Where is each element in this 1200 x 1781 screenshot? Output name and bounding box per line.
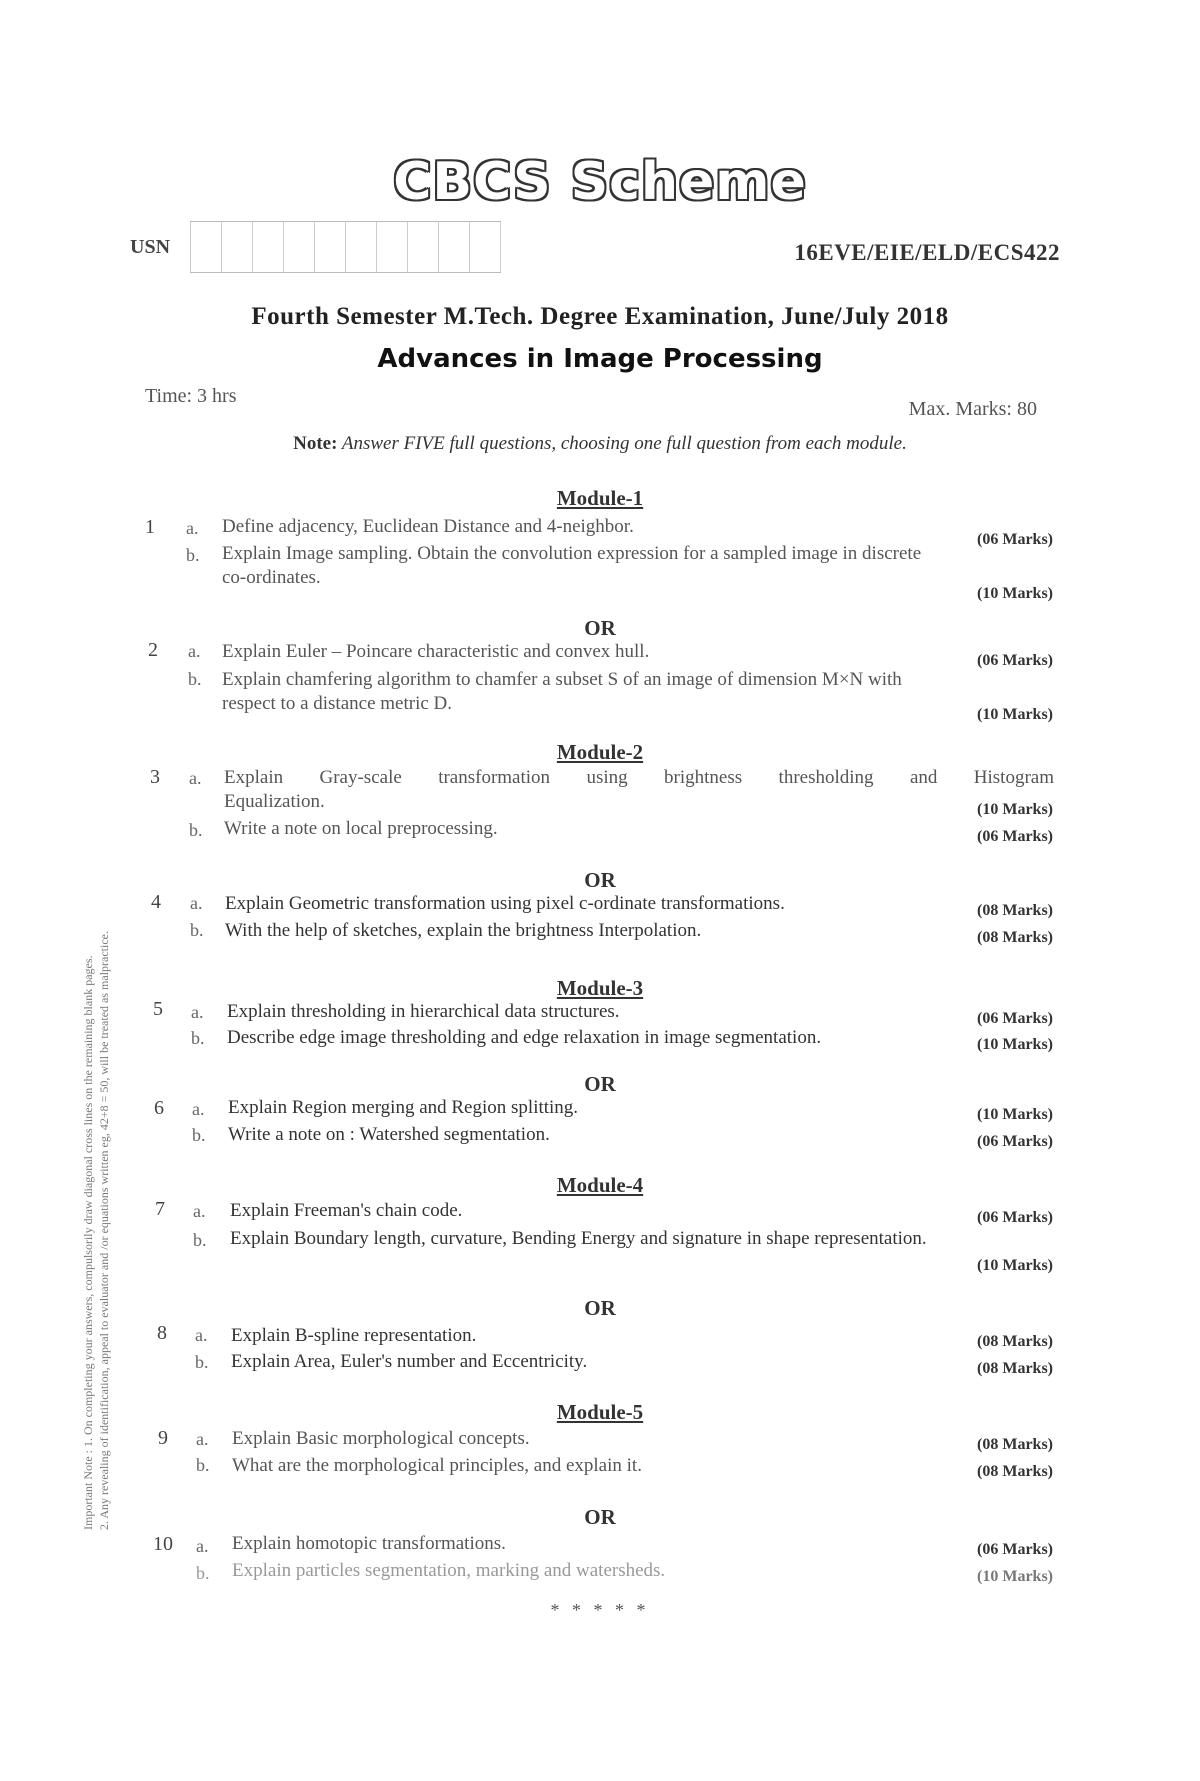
module-heading: Module-4 xyxy=(556,1173,644,1197)
usn-box xyxy=(345,222,376,272)
marks-label: (10 Marks) xyxy=(977,706,1053,723)
question-text: Explain Region merging and Region splitting. xyxy=(228,1097,579,1118)
usn-box xyxy=(190,222,221,272)
marks-label: (10 Marks) xyxy=(977,1106,1053,1123)
marks-label: (08 Marks) xyxy=(977,1436,1053,1453)
usn-box xyxy=(283,222,314,272)
marks-label: (08 Marks) xyxy=(977,902,1053,919)
part-letter: a. xyxy=(193,1201,206,1221)
usn-box xyxy=(252,222,283,272)
subject-title: Advances in Image Processing xyxy=(377,344,823,374)
question-text: Explain particles segmentation, marking and watersheds. xyxy=(232,1560,666,1581)
question-number: 8 xyxy=(157,1322,167,1344)
part-letter: b. xyxy=(193,1230,207,1250)
usn-box xyxy=(221,222,252,272)
question-text: What are the morphological principles, and explain it. xyxy=(232,1455,642,1476)
part-letter: a. xyxy=(186,518,199,538)
usn-boxes xyxy=(190,221,501,273)
question-text: Explain Boundary length, curvature, Bending Energy and signature in shape representation. xyxy=(230,1228,927,1249)
end-of-paper-marker: * * * * * xyxy=(550,1600,650,1620)
part-letter: b. xyxy=(188,669,202,689)
usn-box xyxy=(314,222,345,272)
part-letter: a. xyxy=(189,768,202,788)
question-text: Describe edge image thresholding and edge relaxation in image segmentation. xyxy=(227,1027,822,1048)
part-letter: a. xyxy=(192,1099,205,1119)
usn-box xyxy=(376,222,407,272)
or-separator: OR xyxy=(584,868,616,892)
part-letter: a. xyxy=(196,1429,209,1449)
marks-label: (10 Marks) xyxy=(977,1036,1053,1053)
side-note-line-1: Important Note : 1. On completing your answers, compulsorily draw diagonal cross lines on the remaining blank pages. xyxy=(81,955,95,1530)
note-label: Note: xyxy=(293,433,338,454)
question-number: 3 xyxy=(150,766,160,788)
or-separator: OR xyxy=(584,1296,616,1320)
part-letter: b. xyxy=(192,1125,206,1145)
question-text: With the help of sketches, explain the brightness Interpolation. xyxy=(225,920,702,941)
question-text-cont: respect to a distance metric D. xyxy=(222,693,453,714)
part-letter: b. xyxy=(189,820,203,840)
marks-label: (08 Marks) xyxy=(977,1360,1053,1377)
usn-box xyxy=(469,222,501,272)
question-text: Explain Freeman's chain code. xyxy=(230,1200,463,1221)
question-text: Explain homotopic transformations. xyxy=(232,1533,506,1554)
marks-label: (06 Marks) xyxy=(977,652,1053,669)
question-number: 2 xyxy=(148,639,158,661)
part-letter: a. xyxy=(188,641,201,661)
question-number: 6 xyxy=(154,1097,164,1119)
question-text: Explain Gray-scale transformation using brightness thresholding and Histogram xyxy=(224,767,1054,788)
course-code: 16EVE/EIE/ELD/ECS422 xyxy=(794,240,1060,265)
question-text: Explain Area, Euler's number and Eccentricity. xyxy=(231,1351,588,1372)
module-heading: Module-3 xyxy=(556,976,644,1000)
marks-label: (08 Marks) xyxy=(977,1463,1053,1480)
question-number: 4 xyxy=(151,891,161,913)
question-text: Explain Euler – Poincare characteristic and convex hull. xyxy=(222,641,650,662)
marks-label: (10 Marks) xyxy=(977,585,1053,602)
marks-label: (10 Marks) xyxy=(977,801,1053,818)
question-number: 7 xyxy=(155,1198,165,1220)
marks-label: (06 Marks) xyxy=(977,1541,1053,1558)
usn-label: USN xyxy=(130,236,171,258)
part-letter: b. xyxy=(196,1563,210,1583)
question-text: Explain thresholding in hierarchical data structures. xyxy=(227,1001,620,1022)
marks-label: (06 Marks) xyxy=(977,1209,1053,1226)
or-separator: OR xyxy=(584,1505,616,1529)
part-letter: a. xyxy=(196,1536,209,1556)
question-text: Explain Basic morphological concepts. xyxy=(232,1428,530,1449)
instructions-note xyxy=(0,433,1200,455)
question-text: Explain chamfering algorithm to chamfer a subset S of an image of dimension M×N with xyxy=(222,669,902,690)
time-label: Time: 3 hrs xyxy=(145,385,237,407)
marks-label: (08 Marks) xyxy=(977,1333,1053,1350)
part-letter: b. xyxy=(190,920,204,940)
part-letter: b. xyxy=(191,1028,205,1048)
marks-label: (06 Marks) xyxy=(977,1133,1053,1150)
question-text: Write a note on local preprocessing. xyxy=(224,818,498,839)
question-number: 5 xyxy=(153,998,163,1020)
or-separator: OR xyxy=(584,616,616,640)
usn-box xyxy=(438,222,469,272)
exam-title: Fourth Semester M.Tech. Degree Examination, June/July 2018 xyxy=(251,303,949,330)
part-letter: a. xyxy=(195,1325,208,1345)
question-text-cont: Equalization. xyxy=(224,791,325,812)
question-number: 10 xyxy=(153,1533,173,1555)
marks-label: (06 Marks) xyxy=(977,531,1053,548)
side-note-line-2: 2. Any revealing of identification, appeal to evaluator and /or equations written eg, 42+8 = 50, will be treated as malpractice. xyxy=(97,930,111,1530)
part-letter: b. xyxy=(195,1352,209,1372)
part-letter: a. xyxy=(191,1002,204,1022)
part-letter: b. xyxy=(186,545,200,565)
question-text: Write a note on : Watershed segmentation. xyxy=(228,1124,550,1145)
marks-label: (06 Marks) xyxy=(977,1010,1053,1027)
marks-label: (10 Marks) xyxy=(977,1568,1053,1585)
marks-label: (06 Marks) xyxy=(977,828,1053,845)
max-marks: Max. Marks: 80 xyxy=(908,398,1037,420)
module-heading: Module-2 xyxy=(556,740,644,764)
question-text: Explain Geometric transformation using pixel c-ordinate transformations. xyxy=(225,893,785,914)
module-heading: Module-5 xyxy=(556,1400,644,1424)
question-text: Explain Image sampling. Obtain the convolution expression for a sampled image in discrete xyxy=(222,543,922,564)
marks-label: (08 Marks) xyxy=(977,929,1053,946)
usn-box xyxy=(407,222,438,272)
note-text: Answer FIVE full questions, choosing one full question from each module. xyxy=(341,433,907,454)
module-heading: Module-1 xyxy=(556,486,644,510)
or-separator: OR xyxy=(584,1072,616,1096)
question-text-cont: co-ordinates. xyxy=(222,567,321,588)
part-letter: b. xyxy=(196,1455,210,1475)
marks-label: (10 Marks) xyxy=(977,1257,1053,1274)
question-number: 9 xyxy=(158,1427,168,1449)
question-text: Define adjacency, Euclidean Distance and 4-neighbor. xyxy=(222,516,634,537)
question-text: Explain B-spline representation. xyxy=(231,1325,477,1346)
scheme-title: CBCS Scheme xyxy=(393,152,807,212)
part-letter: a. xyxy=(190,893,203,913)
question-number: 1 xyxy=(145,516,155,538)
